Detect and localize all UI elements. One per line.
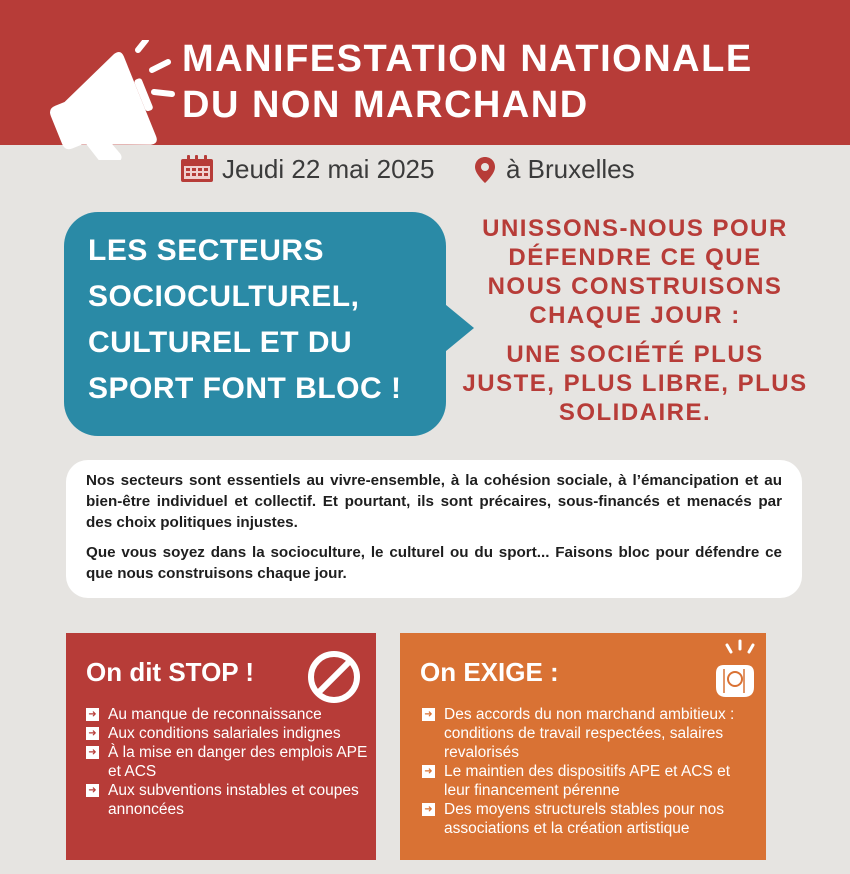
exige-panel-title: On EXIGE : (420, 657, 559, 687)
slogan-line: DÉFENDRE CE QUE (508, 244, 762, 271)
arrow-bullet-icon: ➜ (86, 727, 99, 740)
bubble-line: CULTUREL ET DU (88, 326, 353, 359)
stop-list (86, 705, 368, 819)
bubble-headline (88, 228, 438, 412)
arrow-bullet-icon: ➜ (422, 708, 435, 721)
list-item (422, 705, 758, 762)
list-item (86, 781, 368, 819)
event-date: Jeudi 22 mai 2025 (222, 154, 435, 184)
intro-paragraph-1: Nos secteurs sont essentiels au vivre-ensemble, à la cohésion sociale, à l’émancipation et au bien-être individuel et collectif. Et pourtant, ils sont précaires, sous-financés et menacés par des choix politiques injustes. (86, 472, 782, 531)
intro-box (66, 460, 802, 598)
header-banner (0, 0, 850, 145)
event-location: à Bruxelles (506, 154, 635, 184)
event-info (0, 150, 850, 188)
list-item-text: Le maintien des dispositifs APE et ACS et leur financement pérenne (444, 763, 731, 799)
arrow-bullet-icon: ➜ (86, 708, 99, 721)
megaphone-icon (38, 40, 178, 160)
list-item-text: Aux conditions salariales indignes (108, 725, 341, 742)
stop-panel (66, 633, 376, 860)
calendar-icon (180, 155, 214, 183)
list-item-text: Des moyens structurels stables pour nos associations et la création artistique (444, 801, 724, 837)
list-item (422, 762, 758, 800)
page-title (182, 36, 753, 128)
location-pin-icon (474, 156, 496, 184)
exige-panel (400, 633, 766, 860)
slogan-line: NOUS CONSTRUISONS (487, 273, 783, 300)
list-item-text: Des accords du non marchand ambitieux : conditions de travail respectées, salaires revalorisés (444, 706, 735, 761)
arrow-bullet-icon: ➜ (422, 765, 435, 778)
pointing-fist-icon (710, 639, 762, 703)
list-item-text: Aux subventions instables et coupes annoncées (108, 782, 359, 818)
bubble-line: LES SECTEURS (88, 234, 325, 267)
list-item-text: Au manque de reconnaissance (108, 706, 322, 723)
list-item (86, 705, 368, 724)
list-item (86, 724, 368, 743)
slogan-line: UNE SOCIÉTÉ PLUS (506, 341, 764, 368)
list-item (422, 800, 758, 838)
slogan-line: SOLIDAIRE. (558, 399, 712, 426)
bubble-line: SPORT FONT BLOC ! (88, 372, 402, 405)
slogan (462, 214, 808, 427)
slogan-line: JUSTE, PLUS LIBRE, PLUS (462, 370, 808, 397)
prohibited-icon (306, 649, 362, 705)
arrow-bullet-icon: ➜ (422, 803, 435, 816)
arrow-bullet-icon: ➜ (86, 746, 99, 759)
slogan-line: UNISSONS-NOUS POUR (482, 215, 788, 242)
arrow-bullet-icon: ➜ (86, 784, 99, 797)
stop-panel-title: On dit STOP ! (86, 657, 255, 687)
list-item (86, 743, 368, 781)
list-item-text: À la mise en danger des emplois APE et ACS (108, 744, 368, 780)
bubble-line: SOCIOCULTUREL, (88, 280, 360, 313)
slogan-line: CHAQUE JOUR : (529, 302, 741, 329)
exige-list (422, 705, 758, 838)
title-line-1: MANIFESTATION NATIONALE (182, 38, 753, 80)
intro-paragraph-2: Que vous soyez dans la socioculture, le culturel ou du sport... Faisons bloc pour défendre ce que nous construisons chaque jour. (86, 544, 782, 582)
title-line-2: DU NON MARCHAND (182, 84, 589, 126)
